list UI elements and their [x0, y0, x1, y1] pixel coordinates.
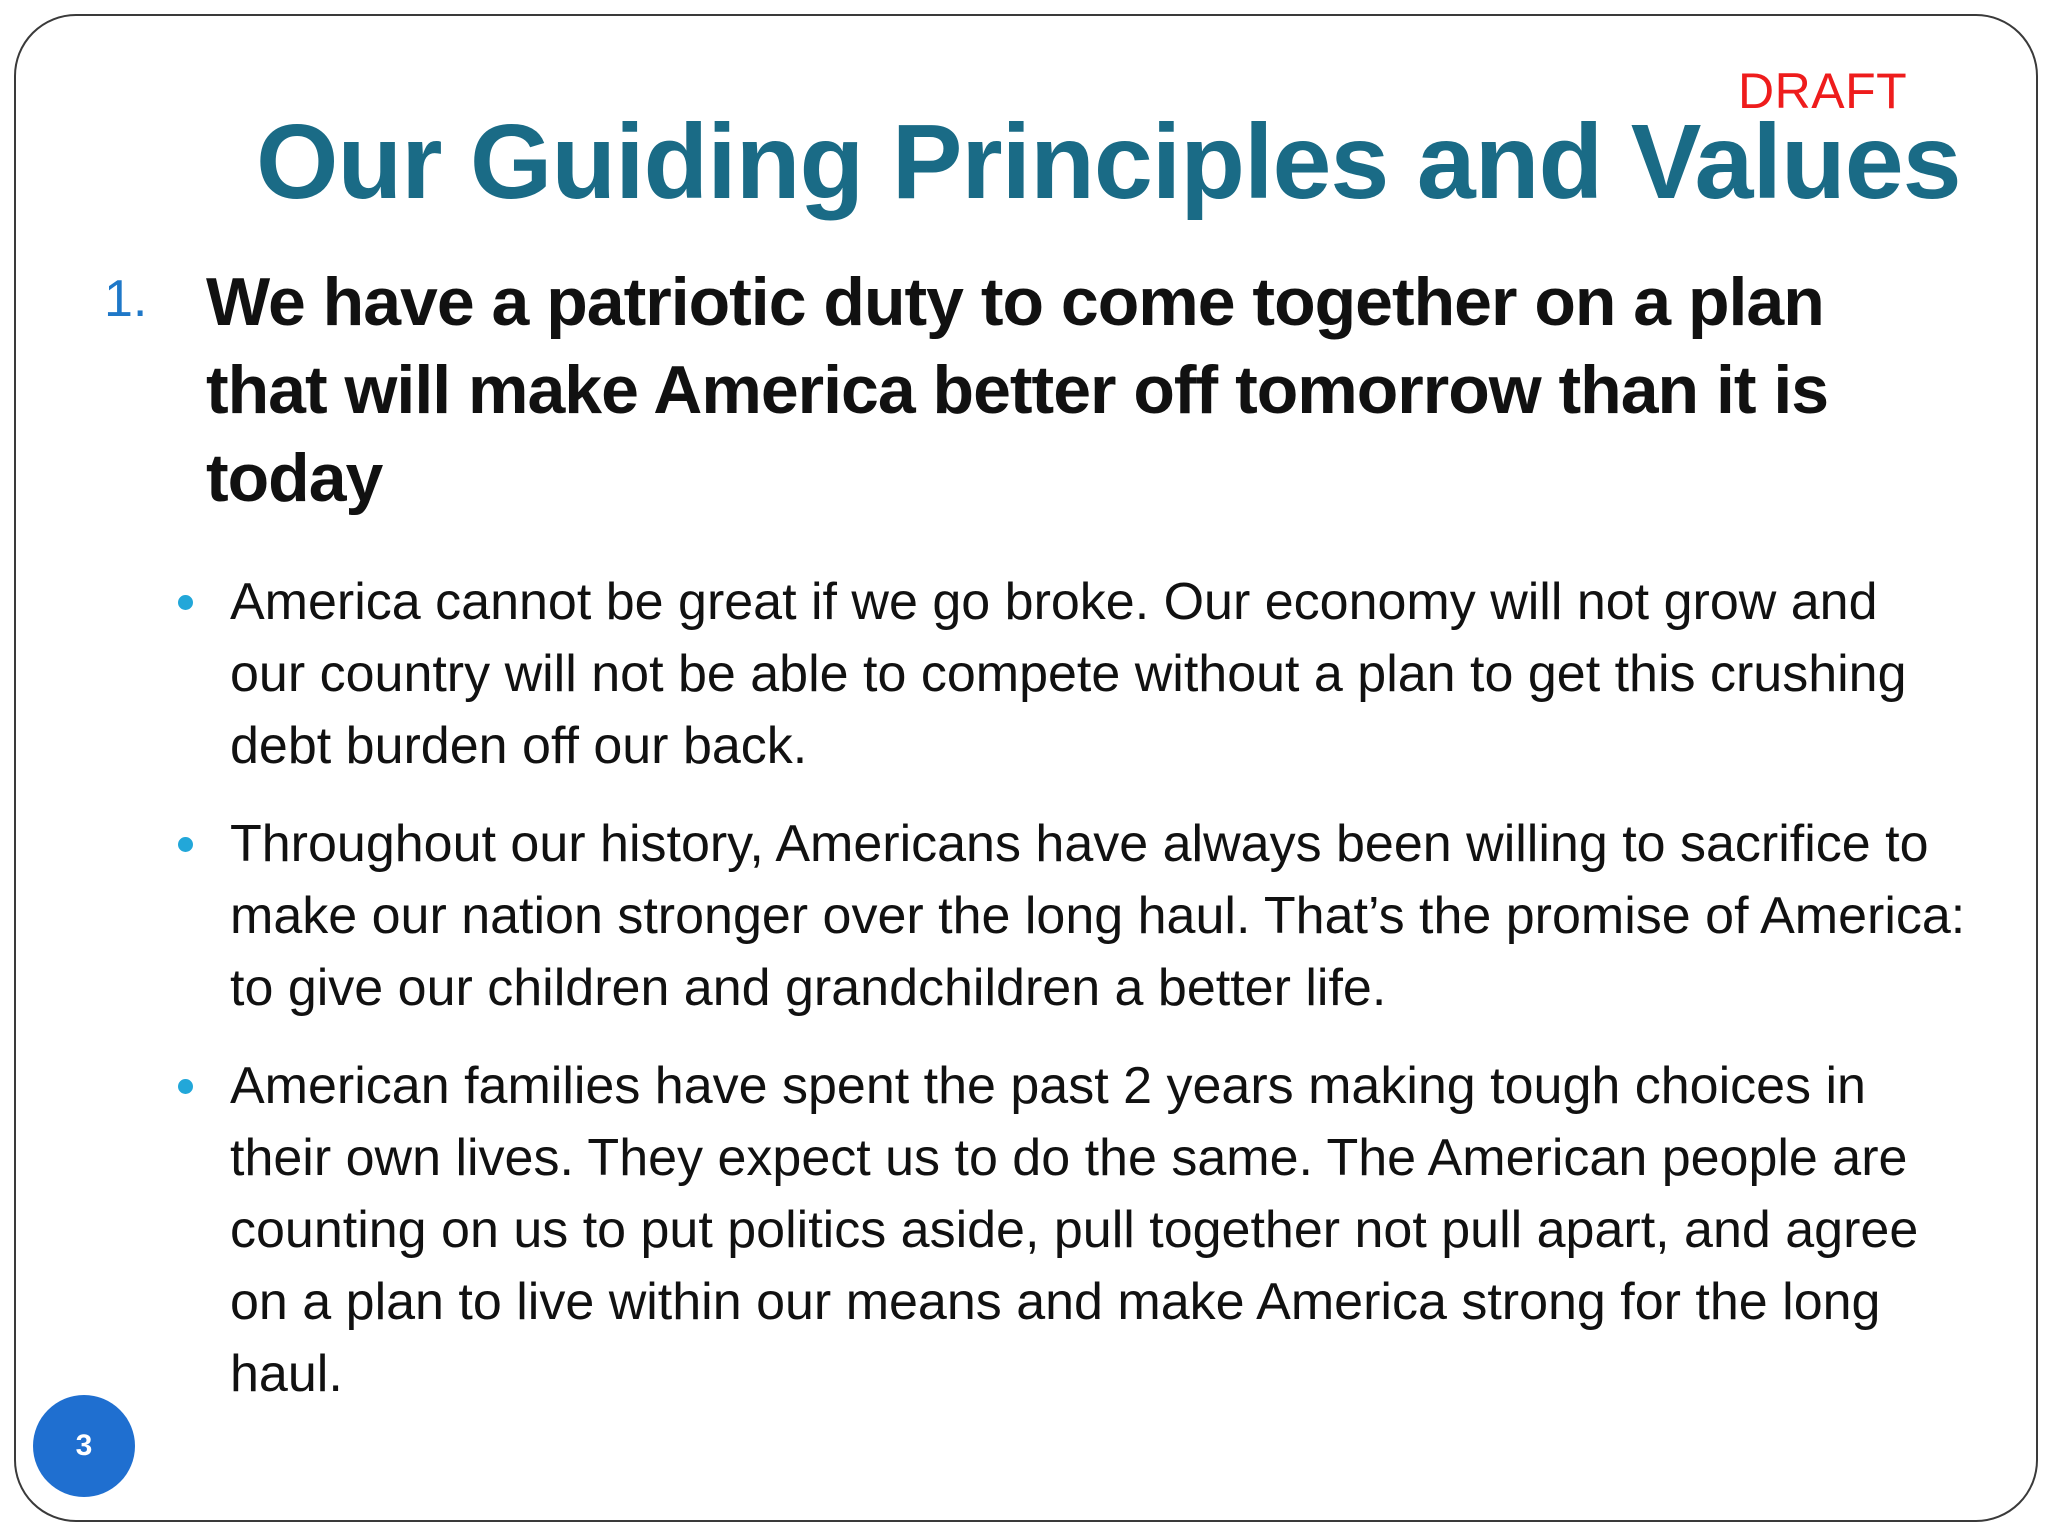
bullet-dot-icon: [178, 837, 193, 852]
bullet-list: [166, 566, 1966, 1436]
page-number-badge: 3: [33, 1395, 135, 1497]
bullet-text: America cannot be great if we go broke. Our economy will not grow and our country will not be able to compete without a plan to get this crushing debt burden off our back.: [230, 573, 1907, 775]
draft-watermark: DRAFT: [1738, 63, 1908, 119]
slide-title: Our Guiding Principles and Values: [256, 103, 1961, 221]
bullet-item: [166, 808, 1966, 1024]
bullet-text: Throughout our history, Americans have always been willing to sacrifice to make our nation stronger over the long haul. That’s the promise of America: to give our children and grandchildren a better life.: [230, 815, 1966, 1017]
bullet-item: [166, 1050, 1966, 1410]
bullet-text: American families have spent the past 2 years making tough choices in their own lives. They expect us to do the same. The American people are counting on us to put politics aside, pull together not pull apart, and agree on a plan to live within our means and make America strong for the long haul.: [230, 1057, 1919, 1403]
bullet-item: [166, 566, 1966, 782]
slide: [14, 14, 2038, 1522]
principle-text: We have a patriotic duty to come together on a plan that will make America better off tomorrow than it is today: [206, 264, 1829, 516]
bullet-dot-icon: [178, 1079, 193, 1094]
principle-number: 1.: [104, 270, 148, 328]
bullet-dot-icon: [178, 595, 193, 610]
